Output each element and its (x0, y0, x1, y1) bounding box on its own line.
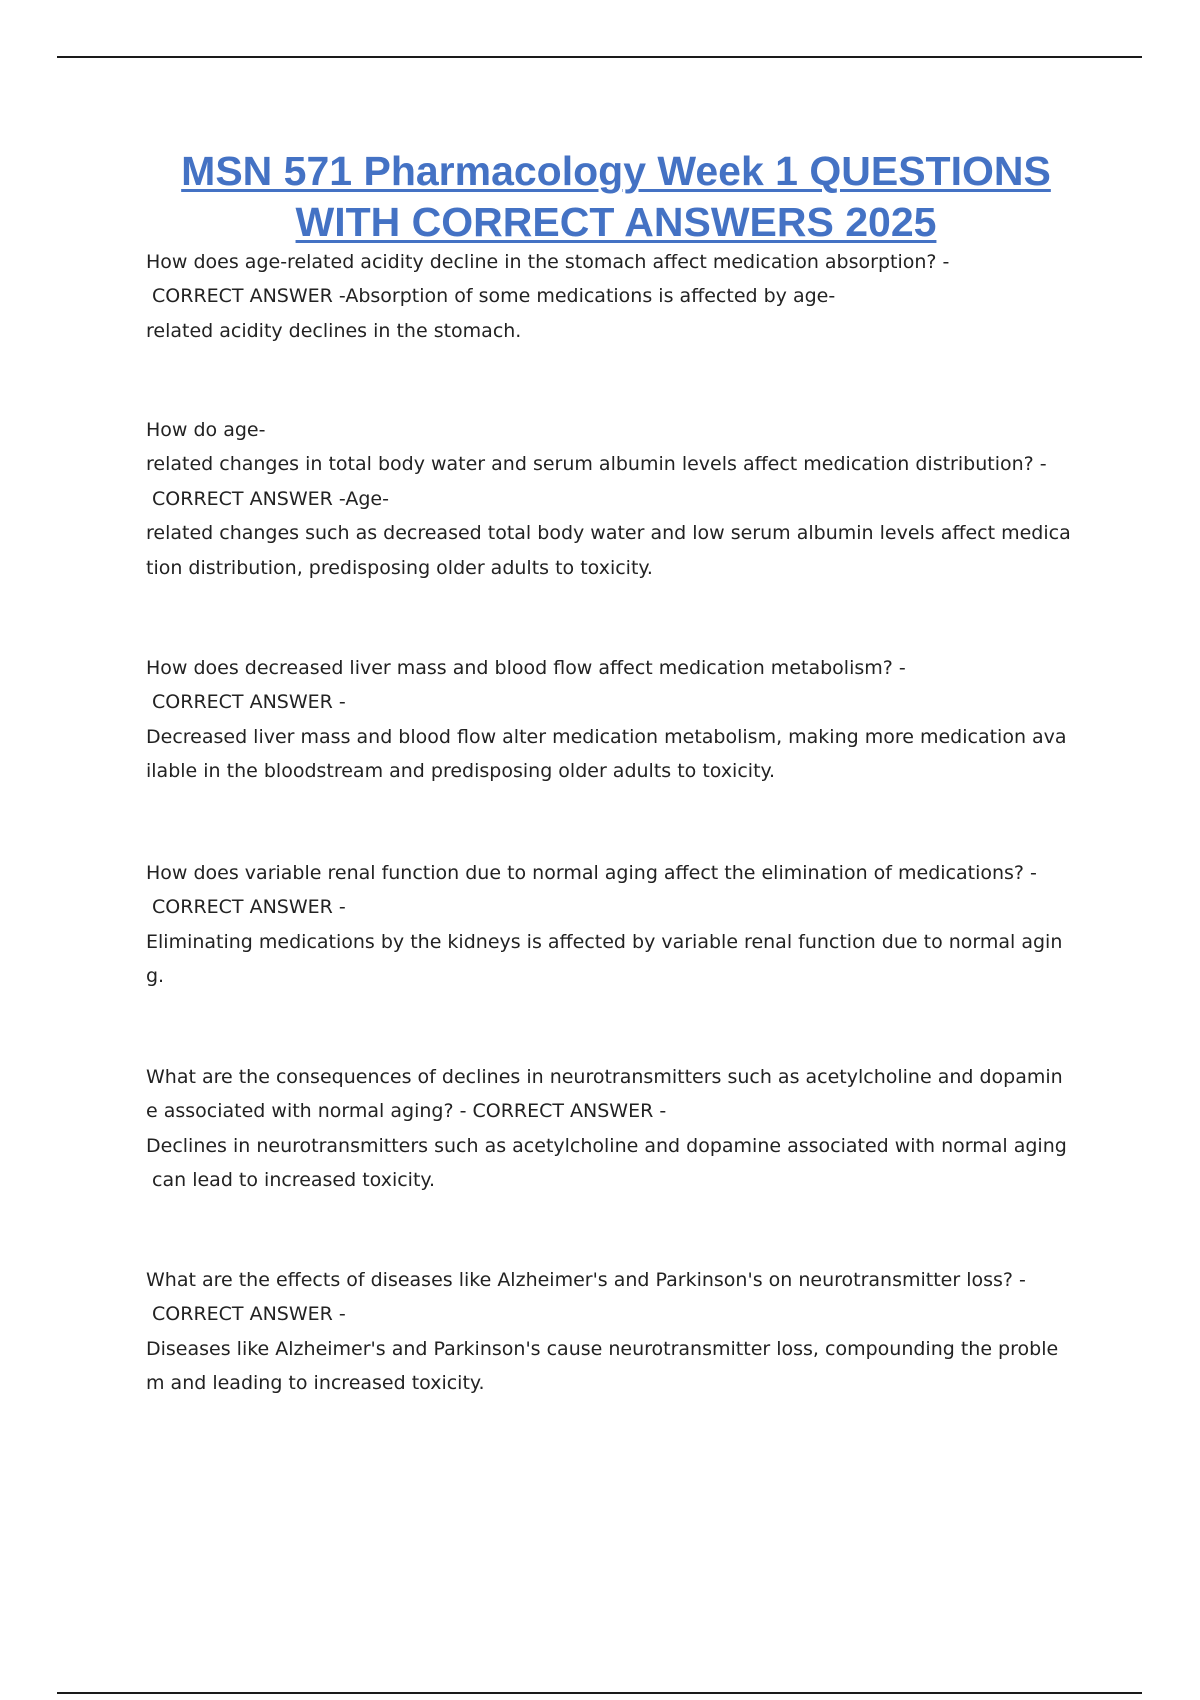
top-rule (57, 56, 1142, 58)
bottom-rule (57, 1692, 1142, 1694)
title-line-2: WITH CORRECT ANSWERS 2025 (295, 199, 937, 245)
qa-line: CORRECT ANSWER - (146, 691, 346, 714)
qa-line: CORRECT ANSWER -Absorption of some medications is affected by age- (146, 285, 836, 308)
title-line-1: MSN 571 Pharmacology Week 1 QUESTIONS (181, 148, 1051, 194)
qa-line: How does decreased liver mass and blood flow affect medication metabolism? - (146, 657, 906, 679)
qa-line: e associated with normal aging? - CORRECT ANSWER - (146, 1100, 667, 1123)
qa-block-1 (146, 245, 1086, 348)
qa-line: CORRECT ANSWER -Age- (146, 487, 389, 510)
qa-line: CORRECT ANSWER - (146, 896, 346, 919)
qa-line: Declines in neurotransmitters such as acetylcholine and dopamine associated with normal aging (146, 1134, 1067, 1157)
qa-block-3 (146, 651, 1086, 789)
qa-line: What are the consequences of declines in neurotransmitters such as acetylcholine and dopamin (146, 1066, 1063, 1088)
qa-block-5 (146, 1060, 1086, 1198)
qa-line: can lead to increased toxicity. (146, 1169, 435, 1192)
qa-line: related changes in total body water and serum albumin levels affect medication distribution? - (146, 453, 1047, 476)
qa-line: How does variable renal function due to normal aging affect the elimination of medications? - (146, 862, 1037, 884)
qa-line: related acidity declines in the stomach. (146, 319, 522, 342)
qa-line: How do age- (146, 419, 266, 441)
qa-block-2 (146, 413, 1086, 585)
qa-line: related changes such as decreased total body water and low serum albumin levels affect medica (146, 522, 1071, 545)
document-title (146, 146, 1086, 248)
qa-block-4 (146, 856, 1086, 994)
qa-line: tion distribution, predisposing older adults to toxicity. (146, 556, 653, 579)
qa-line: ilable in the bloodstream and predisposing older adults to toxicity. (146, 760, 776, 783)
qa-line: What are the effects of diseases like Alzheimer's and Parkinson's on neurotransmitter loss? - (146, 1269, 1026, 1291)
qa-block-6 (146, 1263, 1086, 1401)
qa-line: Eliminating medications by the kidneys is affected by variable renal function due to normal agin (146, 930, 1063, 953)
qa-line: Decreased liver mass and blood flow alter medication metabolism, making more medication ava (146, 725, 1067, 748)
qa-line: m and leading to increased toxicity. (146, 1372, 485, 1395)
qa-line: CORRECT ANSWER - (146, 1303, 346, 1326)
qa-line: Diseases like Alzheimer's and Parkinson's cause neurotransmitter loss, compounding the proble (146, 1337, 1059, 1360)
qa-line: g. (146, 965, 165, 988)
qa-line: How does age-related acidity decline in the stomach affect medication absorption? - (146, 251, 950, 273)
